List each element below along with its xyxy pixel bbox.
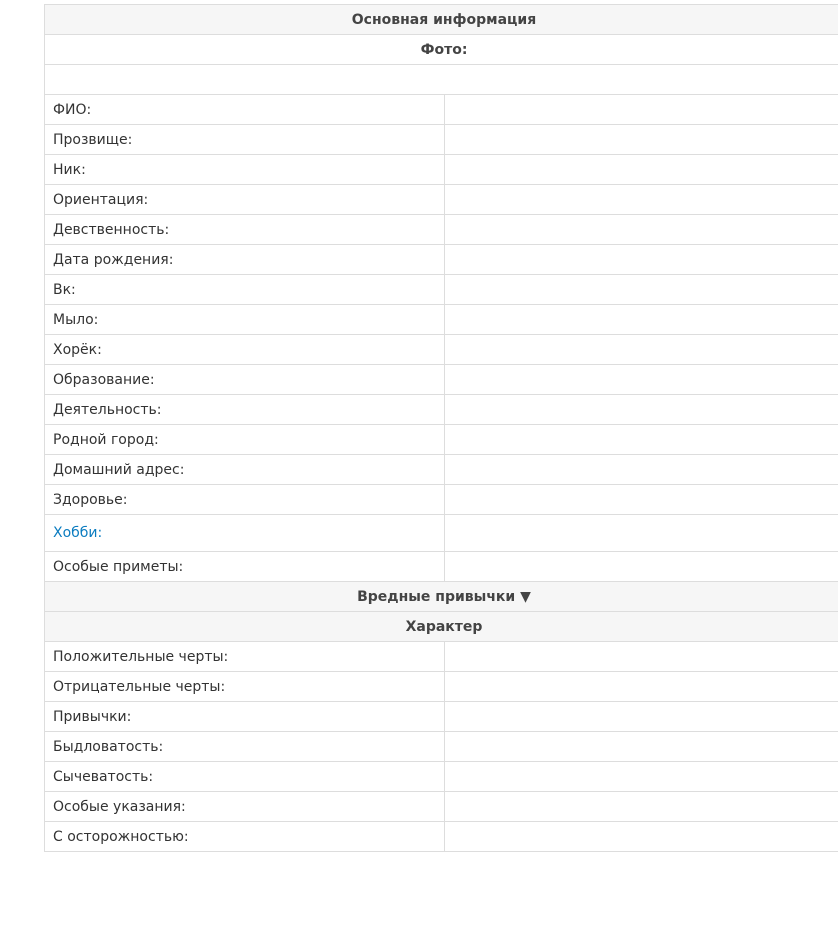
field-value-virginity xyxy=(444,215,838,245)
field-value-fio xyxy=(444,95,838,125)
character-section-row xyxy=(45,612,838,642)
table-row xyxy=(45,215,838,245)
table-row xyxy=(45,552,838,582)
photo-label: Фото: xyxy=(45,35,838,65)
field-value-habits xyxy=(444,702,838,732)
field-value-hometown xyxy=(444,425,838,455)
field-value-positive-traits xyxy=(444,642,838,672)
field-label-hometown: Родной город: xyxy=(45,425,445,455)
table-row xyxy=(45,245,838,275)
table-row xyxy=(45,95,838,125)
table-row xyxy=(45,792,838,822)
field-value-birthdate xyxy=(444,245,838,275)
field-label-orientation: Ориентация: xyxy=(45,185,445,215)
field-value-occupation xyxy=(444,395,838,425)
field-value-nickname xyxy=(444,125,838,155)
field-label-hobby-cell xyxy=(45,515,445,552)
photo-placeholder xyxy=(45,65,838,95)
field-value-negative-traits xyxy=(444,672,838,702)
table-row xyxy=(45,702,838,732)
table-row xyxy=(45,185,838,215)
table-row xyxy=(45,762,838,792)
field-value-orientation xyxy=(444,185,838,215)
habits-section-row xyxy=(45,582,838,612)
field-label-occupation: Деятельность: xyxy=(45,395,445,425)
table-row xyxy=(45,822,838,852)
field-label-health: Здоровье: xyxy=(45,485,445,515)
field-value-boorishness xyxy=(444,732,838,762)
field-label-nickname: Прозвище: xyxy=(45,125,445,155)
field-label-nick: Ник: xyxy=(45,155,445,185)
profile-table xyxy=(44,4,838,852)
main-section-title: Основная информация xyxy=(45,5,838,35)
table-row xyxy=(45,335,838,365)
table-row xyxy=(45,485,838,515)
field-value-home-address xyxy=(444,455,838,485)
field-value-nick xyxy=(444,155,838,185)
profile-card xyxy=(44,4,838,852)
field-label-caution: С осторожностью: xyxy=(45,822,445,852)
field-label-special-instructions: Особые указания: xyxy=(45,792,445,822)
field-value-special-instructions xyxy=(444,792,838,822)
table-row xyxy=(45,732,838,762)
field-value-sychevatost xyxy=(444,762,838,792)
field-label-boorishness: Быдловатость: xyxy=(45,732,445,762)
field-value-hobby xyxy=(444,515,838,552)
photo-row xyxy=(45,65,838,95)
field-value-special-marks xyxy=(444,552,838,582)
field-value-ferret xyxy=(444,335,838,365)
table-row xyxy=(45,642,838,672)
field-label-fio: ФИО: xyxy=(45,95,445,125)
field-label-education: Образование: xyxy=(45,365,445,395)
main-section-header-row xyxy=(45,5,838,35)
hobby-link[interactable]: Хобби: xyxy=(53,525,103,541)
field-label-negative-traits: Отрицательные черты: xyxy=(45,672,445,702)
table-row xyxy=(45,305,838,335)
table-row xyxy=(45,455,838,485)
field-label-email: Мыло: xyxy=(45,305,445,335)
field-label-birthdate: Дата рождения: xyxy=(45,245,445,275)
field-value-email xyxy=(444,305,838,335)
character-section-title: Характер xyxy=(45,612,838,642)
table-row xyxy=(45,155,838,185)
table-row xyxy=(45,425,838,455)
table-row xyxy=(45,672,838,702)
field-label-vk: Вк: xyxy=(45,275,445,305)
field-label-ferret: Хорёк: xyxy=(45,335,445,365)
field-label-positive-traits: Положительные черты: xyxy=(45,642,445,672)
bad-habits-toggle[interactable]: Вредные привычки ▼ xyxy=(45,582,838,612)
field-value-caution xyxy=(444,822,838,852)
field-value-vk xyxy=(444,275,838,305)
photo-header-row xyxy=(45,35,838,65)
field-label-home-address: Домашний адрес: xyxy=(45,455,445,485)
field-label-virginity: Девственность: xyxy=(45,215,445,245)
field-value-health xyxy=(444,485,838,515)
field-value-education xyxy=(444,365,838,395)
table-row xyxy=(45,515,838,552)
table-row xyxy=(45,395,838,425)
field-label-habits: Привычки: xyxy=(45,702,445,732)
table-row xyxy=(45,365,838,395)
field-label-special-marks: Особые приметы: xyxy=(45,552,445,582)
table-row xyxy=(45,125,838,155)
field-label-sychevatost: Сычеватость: xyxy=(45,762,445,792)
table-row xyxy=(45,275,838,305)
